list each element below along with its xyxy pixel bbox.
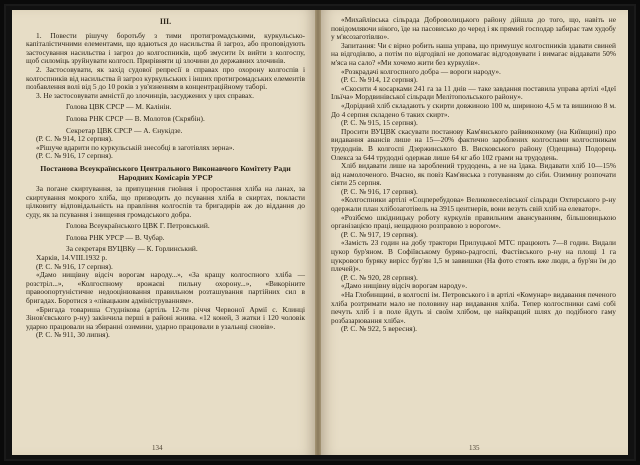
paragraph-7: «Колгоспники артілі «Соцперебудова» Великовеселівської сільради Охтирського р-ну одержали план хлібозаготівель на 3915 центнерів, вони везуть свій хліб на елеватор». (331, 195, 616, 214)
source-citation: (Р. С. № 916, 17 серпня). (36, 151, 113, 161)
right-page-content (331, 16, 616, 441)
source-citation: (Р. С. № 914, 12 серпня). (36, 134, 113, 144)
quote: «Рішуче вдарити по куркульській знесобці в заготівлях зерна». (36, 142, 235, 152)
paragraph-2: Запитання: Чи є вірно робить наша управа, що примушує колгоспників здавати свиней на відгодівлю, а потім по відгодівлі не допомагає відгодовувати і вимагає віддавати 50% м'яса на сало? «Ми хочемо жити без куркулів». (331, 40, 616, 67)
paragraph-4: За погане скиртування, за припущення гноїння і проростання хліба на ланах, за скиртування мокрого хліба, що призводить до псування хліба в скиртах, покласти цілковиту відповідальність на правління колгоспів та бригадирів аж до віддання до суду, як за псування і знищення громадського добра. (26, 183, 305, 219)
signature-chubar: Голова РНК УРСР — В. Чубар. (66, 232, 165, 242)
left-page (12, 10, 315, 455)
paragraph-4: «Дорідний хліб складають у скирти довжиною 100 м, шириною 4,5 м та вишиною 8 м. До 4 серпня складено 6 таких скирт». (331, 100, 616, 119)
source-citation: (Р. С. № 920, 28 серпня). (341, 272, 418, 282)
signature-kalinin: Голова ЦВК СРСР — М. Калінін. (66, 102, 172, 112)
paragraph-8: «Розібємо шкідницьку роботу куркулів правильним авансуванням, більшовицькою організацією праці, нещадною розправою з ворогом». (331, 212, 616, 231)
signature-molotov: Голова РНК СРСР — В. Молотов (Скрябін). (66, 113, 205, 123)
quote: «Розкрадачі колгоспного добра — вороги народу». (341, 66, 501, 76)
paragraph-6: «Бригада товариша Студнікова (артіль 12-ти річчя Червоної Армії с. Клинці Зінов'євського р-ну) закінчила перші в районі жнива. «12 коней, 3 жатки і 120 чоловік удаpно працювали на збиранні озимини, удаpно працювали в узальнці сновів». (26, 304, 305, 331)
section-header: III. (159, 17, 172, 26)
date-line: Харків, 14.VIII.1932 р. (36, 253, 108, 263)
source-citation: (Р. С. № 916, 17 серпня). (341, 186, 418, 196)
source-citation: (Р. С. № 915, 15 серпня). (341, 118, 418, 128)
page-number: 134 (152, 444, 163, 452)
paragraph-3: 3. Не застосовувати амністії до злочинців, засуджених у цих справах. (36, 90, 254, 100)
signature-horlynsky: За секретаря ВУЦВКу — К. Горлинський. (66, 244, 198, 254)
left-page-content (26, 16, 305, 441)
paragraph-1: «Михайлівська сільрада Доброволицького району дійшла до того, що, навіть не повідомляючи нікого, їде на пасовисько до черед і як прямий господар забирає там худобу у м'ясозаготівлю». (331, 15, 616, 42)
source-citation: (Р. С. № 914, 12 серпня). (341, 75, 418, 85)
signature-enukidze: Секретар ЦВК СРСР — А. Єнукідзе. (66, 125, 183, 135)
paragraph-6: Хліб видавати лише на зароблений трудодень, а не на їдака. Видавати хліб 10—15% від намолоченого. Вчасно, як повіз Кам'янська з готуванням до сіби. Озимину розпочати сіяти 25 серпня. (331, 161, 616, 188)
paragraph-2: 2. Застосовувати, як захід судової репресії в справах про охорону колгоспів і колгоспників від насильства й загроз куркульських і інших протигромадських елементів позбавлення волі від 5 до 10 років з ув'язненням в концентраційному таборі. (26, 64, 305, 92)
quote: «Дамо нищівну відсіч ворогам народу». (341, 281, 468, 291)
source-citation: (Р. С. № 911, 30 липня). (36, 330, 110, 340)
paragraph-5: Просити ВУЦВК скасувати постанову Кам'янського райвиконкому (на Київщині) про видавання авансів лише на 15—20% фактично зароблених колгоспами колгоспникам трудоднів. В колгоспі Дзержинського В. Висковського району (Одещина) Подорець Олекса за 644 трудодні одержав лише 64 кг або 102 грами на трудодень. (331, 126, 616, 162)
signature-petrovsky: Голова Всеукраїнського ЦВК Г. Петровський. (66, 221, 210, 231)
paragraph-5: «Дамо нищівну відсіч ворогам народу...», «За кращу колгоспного хліба — розстріл...», «Колгоспному врожаєві пильну охорону...», «Викоріните правоопортуністичне недооцінювання правильном розташування партійних сил в бригадах. Боротися з «лівацьким адмініструванням». (26, 270, 305, 306)
paragraph-1: 1. Повести рішучу боротьбу з тими протигромадськими, куркульсько-капіталістичними елементами, що вдаються до насильства й загроз, або проповідують застосування насильства і загроз до колгоспників, щоб змусити їх вийти з колгоспу, щоб силоміць зруйнувати колгосп. Прирівняти ці злочини до державних злочинів. (26, 30, 305, 66)
paragraph-3: «Скосити 4 косарками 241 га за 11 днів — таке завдання поставила управа артілі «Ідеї Ільїча» Мордвинівської сільради Мелітопольського району». (331, 83, 616, 102)
paragraph-9: «Замість 23 годин на добу трактори Прилуцької МТС працюють 7—8 годин. Видали цукор бур'яном. В Софіївському буряко-радгоспі, Фастівського р-ну на площі 1 га цукрового буряку вирісс бур'ян 1,5 м заввишки (На фото стоять вже люди, а бур'ян їм до плечей)». (331, 238, 616, 274)
source-citation: (Р. С. № 917, 19 серпня). (341, 229, 418, 239)
right-page (321, 10, 628, 455)
resolution-title: Постанова Всеукраїнського Центрального Виконавчого Комітету Ради Народних Комісарів УРСР (40, 163, 291, 182)
page-number: 135 (469, 444, 480, 452)
source-citation: (Р. С. № 922, 5 вересня). (341, 324, 418, 334)
source-citation: (Р. С. № 916, 17 серпня). (36, 261, 113, 271)
paragraph-10: «На Глобинщині, в колгоспі ім. Петровського і в артілі «Комунар» видавання печеного хліба розтримати мало не половину нар видавання хліба. Тепер колгоспники самі собі печуть хліб і в поле йдуть зі своїм хлібом, це найкращий шлях до подібного гаму розбазарювання хліба». (331, 290, 616, 325)
